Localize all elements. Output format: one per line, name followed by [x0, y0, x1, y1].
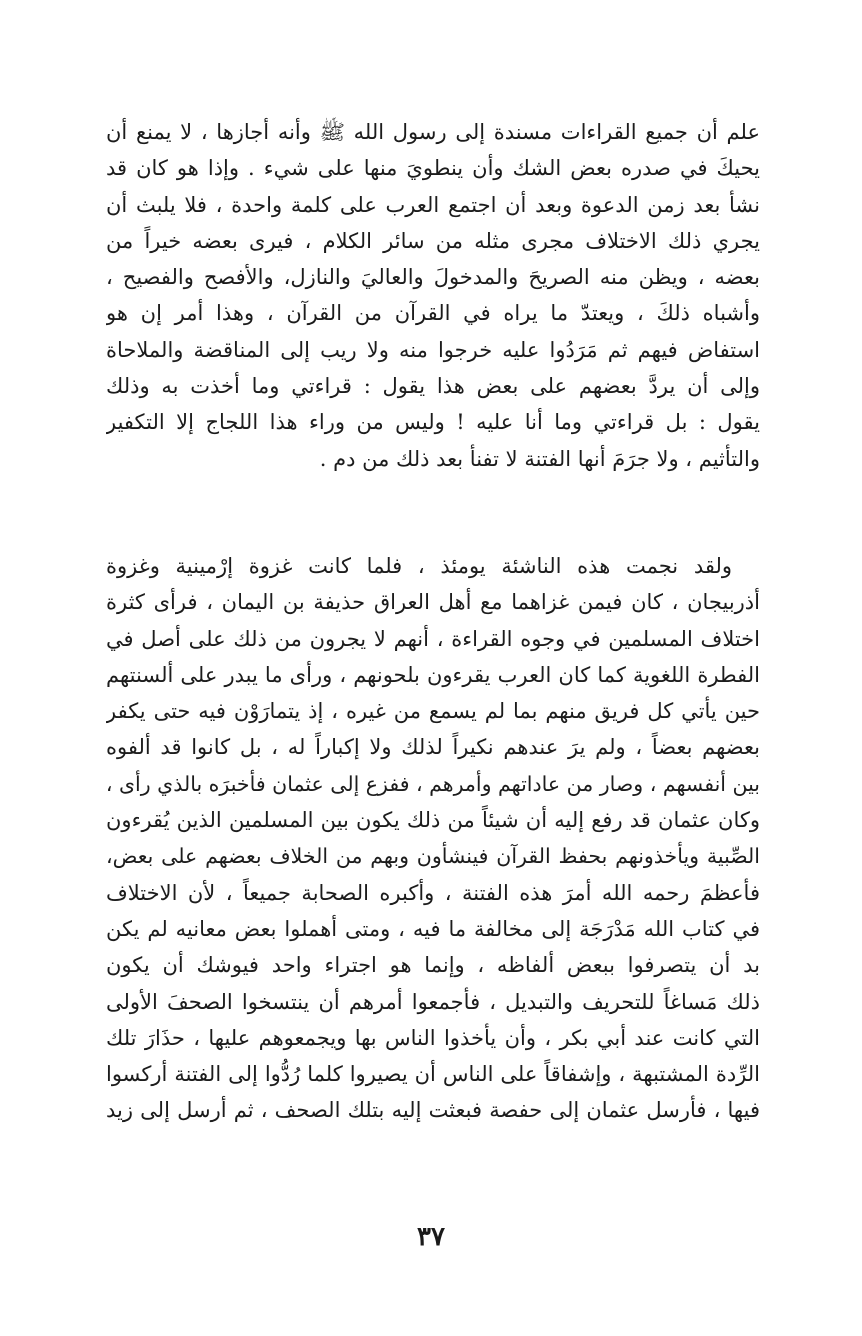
paragraph-1-line: يجري ذلك الاختلاف مجرى مثله من سائر الكلام ، فيرى بعضه خيراً من — [106, 228, 760, 253]
paragraph-2-line: أذربيجان ، كان فيمن غزاهما مع أهل العراق حذيفة بن اليمان ، فرأى كثرة — [106, 590, 760, 615]
paragraph-2-line: اختلاف المسلمين في وجوه القراءة ، أنهم لا يجرون من ذلك على أصل في — [106, 626, 760, 651]
paragraph-1-line: والتأثيم ، ولا جرَمَ أنها الفتنة لا تفنأ بعد ذلك من دم . — [319, 446, 760, 471]
paragraph-1-line: استفاض فيهم ثم مَرَدُوا عليه خرجوا منه ولا ريب إلى المناقضة والملاحاة — [106, 337, 760, 362]
paragraph-2-line: في كتاب الله مَدْرَجَة إلى مخالفة ما فيه ، ومتى أهملوا بعض معانيه لم يكن — [106, 916, 760, 941]
page-number: ٣٧ — [417, 1222, 445, 1252]
paragraph-2-line: بعضهم بعضاً ، ولم يرَ عندهم نكيراً لذلك ولا إكباراً له ، بل كانوا قد ألفوه — [106, 735, 760, 760]
paragraph-2-line: ولقد نجمت هذه الناشئة يومئذ ، فلما كانت غزوة إرْمينية وغزوة — [106, 554, 732, 578]
paragraph-2-line: بين أنفسهم ، وصار من عاداتهم وأمرهم ، ففزع إلى عثمان فأخبرَه بالذي رأى ، — [106, 771, 760, 796]
paragraph-1-line: وإلى أن يردَّ بعضهم على بعض هذا يقول : قراءتي وما أخذت به وذلك — [106, 374, 760, 399]
paragraph-2-line: الفطرة اللغوية كما كان العرب يقرءون بلحونهم ، ورأى ما يبدر على ألسنتهم — [106, 662, 760, 687]
paragraph-2-line: ذلك مَساغاً للتحريف والتبديل ، فأجمعوا أمرهم أن ينتسخوا الصحفَ الأولى — [106, 989, 760, 1014]
paragraph-2-line: بد أن يتصرفوا ببعض ألفاظه ، وإنما هو اجتراء واحد فيوشك أن يكون — [106, 953, 760, 978]
paragraph-1 — [106, 114, 760, 477]
paragraph-1-line: وأشباه ذلكَ ، ويعتدّ ما يراه في القرآن من القرآن ، وهذا أمر إن هو — [106, 301, 760, 326]
paragraph-1-line: علم أن جميع القراءات مسندة إلى رسول الله ﷺ وأنه أجازها ، لا يمنع أن — [106, 120, 760, 144]
paragraph-2-line: فأعظمَ رحمه الله أمرَ هذه الفتنة ، وأكبره الصحابة جميعاً ، لأن الاختلاف — [106, 880, 760, 905]
paragraph-2-line: التي كانت عند أبي بكر ، وأن يأخذوا الناس بها ويجمعوهم عليها ، حذَارَ تلك — [106, 1025, 760, 1050]
paragraph-2-line: الصِّبية ويأخذونهم بحفظ القرآن فينشأون وبهم من الخلاف بعضهم على بعض، — [106, 844, 760, 869]
paragraph-1-line: بعضه ، ويظن منه الصريحَ والمدخولَ والعاليَ والنازل، والأفصح والفصيح ، — [106, 265, 760, 290]
paragraph-2-line: فيها ، فأرسل عثمان إلى حفصة فبعثت إليه بتلك الصحف ، ثم أرسل إلى زيد — [106, 1098, 760, 1123]
paragraph-1-line: نشأ بعد زمن الدعوة وبعد أن اجتمع العرب على كلمة واحدة ، فلا يلبث أن — [106, 192, 760, 217]
paragraph-2 — [106, 548, 760, 1129]
paragraph-2-line: الرِّدة المشتبهة ، وإشفاقاً على الناس أن يصيروا كلما رُدُّوا إلى الفتنة أركسوا — [106, 1062, 760, 1087]
paragraph-1-line: يحيكَ في صدره بعض الشك وأن ينطويَ منها على شيء . وإذا هو كان قد — [106, 156, 760, 181]
paragraph-1-line: يقول : بل قراءتي وما أنا عليه ! وليس من وراء هذا اللجاج إلا التكفير — [106, 410, 760, 435]
paragraph-2-line: حين يأتي كل فريق منهم بما لم يسمع من غيره ، إذ يتمارَوْن فيه حتى يكفر — [106, 699, 760, 724]
paragraph-2-line: وكان عثمان قد رفع إليه أن شيئاً من ذلك يكون بين المسلمين الذين يُقرءون — [106, 808, 760, 833]
